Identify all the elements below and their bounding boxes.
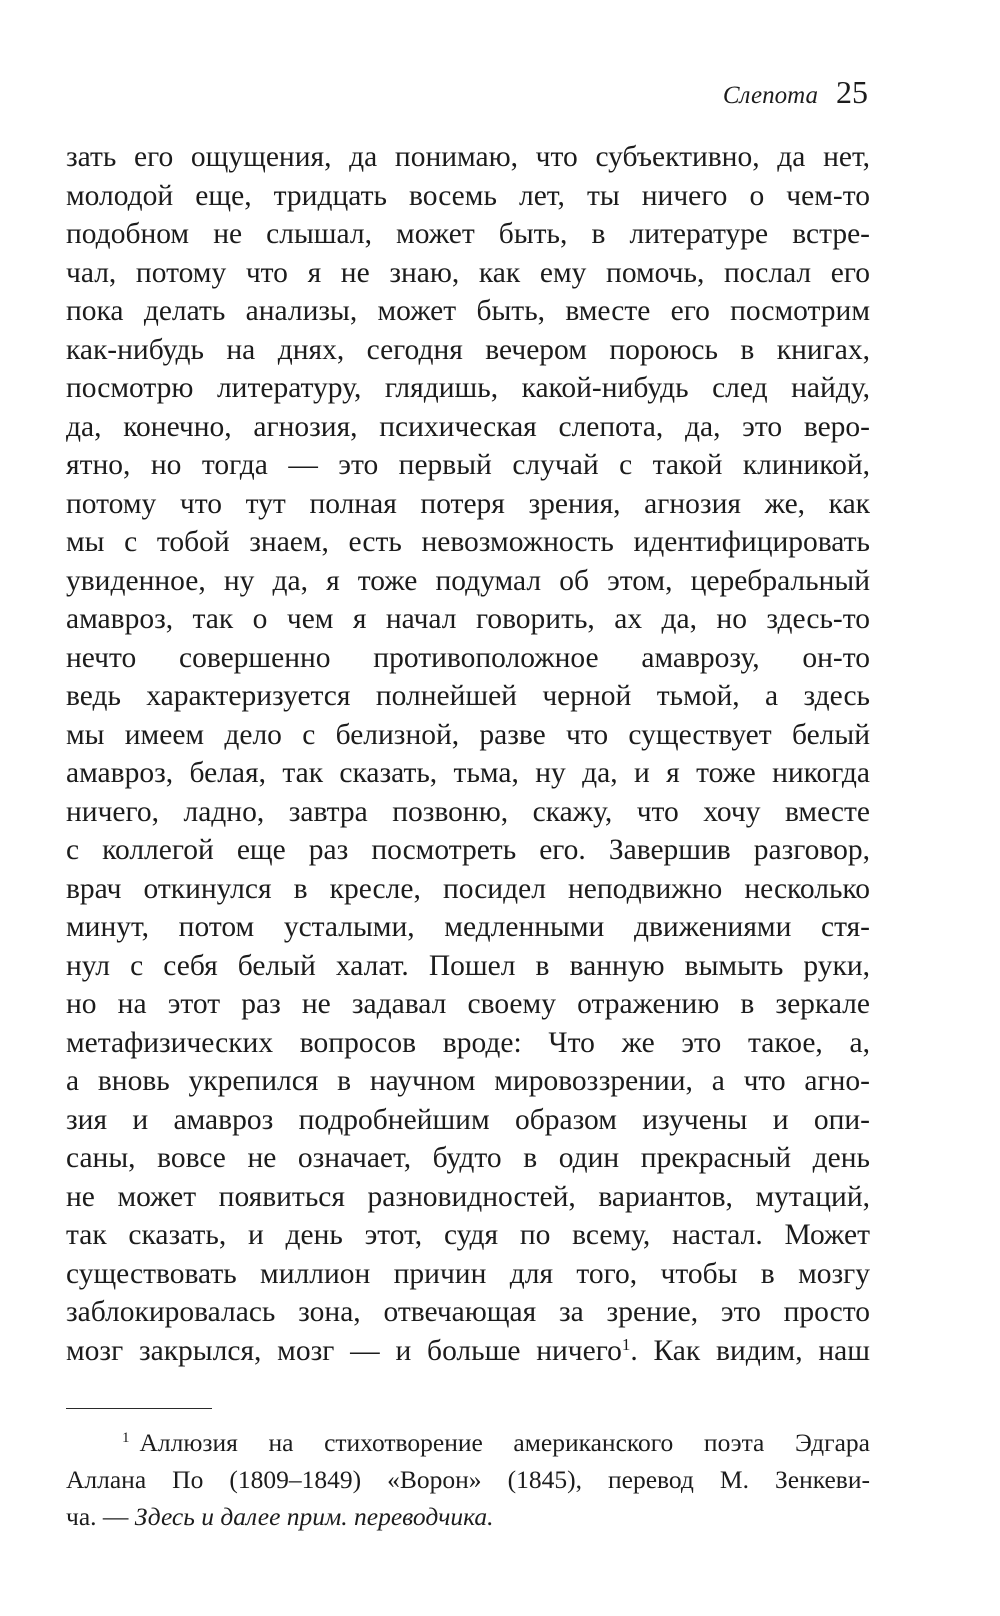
body-text <box>66 138 870 1370</box>
text-line: чал, потому что я не знаю, как ему помочь, послал его <box>66 256 870 289</box>
text-line: существовать миллион причин для того, чтобы в мозгу <box>66 1257 870 1290</box>
text-line: молодой еще, тридцать восемь лет, ты ничего о чем-то <box>66 179 870 212</box>
footnote-divider <box>66 1408 212 1409</box>
text-line: с коллегой еще раз посмотреть его. Завершив разговор, <box>66 834 870 866</box>
text-line: как-нибудь на днях, сегодня вечером пороюсь в книгах, <box>66 333 870 366</box>
text-line: увиденное, ну да, я тоже подумал об этом, церебральный <box>66 564 870 597</box>
page-number: 25 <box>836 74 868 110</box>
text-line: врач откинулся в кресле, посидел неподвижно несколько <box>66 872 870 905</box>
text-line: нечто совершенно противоположное амаврозу, он-то <box>66 641 870 674</box>
text-line: амавроз, так о чем я начал говорить, ах да, но здесь-то <box>66 603 870 635</box>
footnote-line <box>66 1498 870 1535</box>
text-line: ведь характеризуется полнейшей черной тьмой, а здесь <box>66 680 870 712</box>
text-line: да, конечно, агнозия, психическая слепота, да, это веро- <box>66 410 870 443</box>
last-line-tail: . Как видим, наш <box>630 1334 870 1367</box>
text-line: ничего, ладно, завтра позвоню, скажу, что хочу вместе <box>66 795 870 828</box>
text-line: зия и амавроз подробнейшим образом изучены и опи- <box>66 1103 870 1136</box>
footnote-mark: 1 <box>122 1430 130 1446</box>
text-line-with-footnote-mark <box>66 1332 870 1371</box>
text-line: потому что тут полная потеря зрения, агнозия же, как <box>66 487 870 520</box>
footnote-reference-mark[interactable]: 1 <box>621 1334 631 1354</box>
text-line: зать его ощущения, да понимаю, что субъективно, да нет, <box>66 141 870 173</box>
footnote-line: Аллана По (1809–1849) «Ворон» (1845), перевод М. Зенкеви- <box>66 1465 870 1494</box>
text-line: амавроз, белая, так сказать, тьма, ну да, и я тоже никогда <box>66 757 870 789</box>
text-line: посмотрю литературу, глядишь, какой-нибудь след найду, <box>66 372 870 404</box>
footnote <box>66 1424 870 1535</box>
text-line: пока делать анализы, может быть, вместе его посмотрим <box>66 295 870 327</box>
footnote-line-text: ча. — <box>66 1502 135 1531</box>
text-line: не может появиться разновидностей, вариантов, мутаций, <box>66 1180 870 1213</box>
text-line: минут, потом усталыми, медленными движениями стя- <box>66 911 870 943</box>
text-line: мы имеем дело с белизной, разве что существует белый <box>66 718 870 751</box>
text-line: а вновь укрепился в научном мировоззрении, а что агно- <box>66 1065 870 1097</box>
translator-note: Здесь и далее прим. переводчика. <box>134 1502 494 1531</box>
text-line: так сказать, и день этот, судя по всему, настал. Может <box>66 1219 870 1251</box>
text-line: метафизических вопросов вроде: Что же это такое, а, <box>66 1026 870 1059</box>
text-line: но на этот раз не задавал своему отражению в зеркале <box>66 988 870 1020</box>
text-line: нул с себя белый халат. Пошел в ванную вымыть руки, <box>66 949 870 982</box>
text-line: заблокировалась зона, отвечающая за зрение, это просто <box>66 1296 870 1328</box>
last-line-text: мозг закрылся, мозг — и больше ничего <box>66 1334 622 1367</box>
text-line: саны, вовсе не означает, будто в один прекрасный день <box>66 1142 870 1174</box>
footnote-line-text: Аллюзия на стихотворение американского поэта Эдгара <box>139 1428 870 1457</box>
running-title: Слепота <box>722 82 818 109</box>
text-line: мы с тобой знаем, есть невозможность идентифицировать <box>66 526 870 558</box>
text-line: подобном не слышал, может быть, в литературе встре- <box>66 218 870 250</box>
text-line: ятно, но тогда — это первый случай с такой клиникой, <box>66 449 870 481</box>
footnote-line <box>66 1424 870 1461</box>
running-head <box>723 74 868 111</box>
